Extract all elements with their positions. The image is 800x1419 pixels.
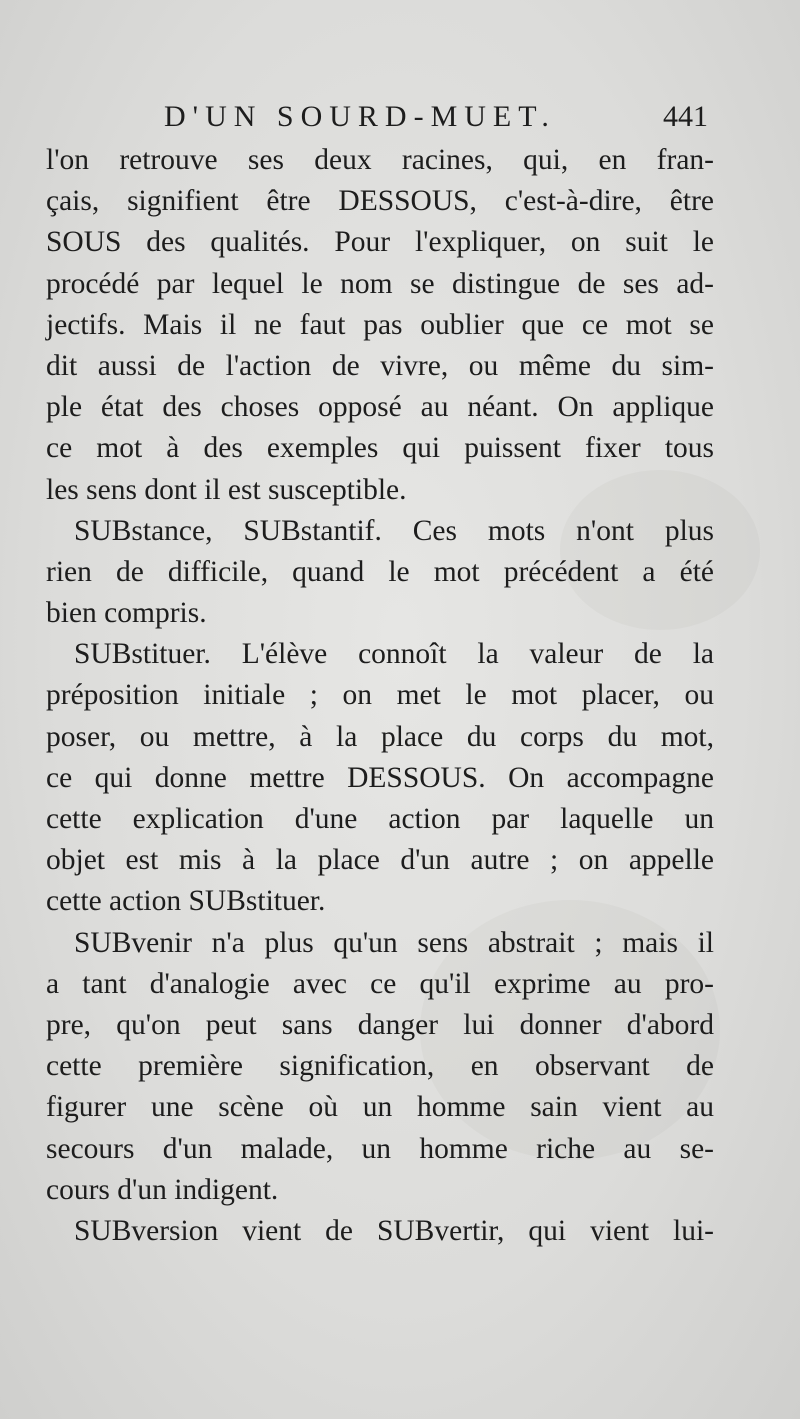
text-line: a tant d'analogie avec ce qu'il exprime au pro- xyxy=(46,967,714,1000)
page-number: 441 xyxy=(663,100,708,133)
text-line: pre, qu'on peut sans danger lui donner d'abord xyxy=(46,1008,714,1041)
text-line: ple état des choses opposé au néant. On applique xyxy=(46,391,714,424)
body-text xyxy=(46,140,714,1252)
text-line: dit aussi de l'action de vivre, ou même du sim- xyxy=(46,349,714,382)
text-line: figurer une scène où un homme sain vient au xyxy=(46,1091,714,1124)
text-line: cette explication d'une action par laquelle un xyxy=(46,803,714,835)
text-line: secours d'un malade, un homme riche au se- xyxy=(46,1132,714,1165)
text-line: cours d'un indigent. xyxy=(46,1173,279,1206)
text-line: les sens dont il est susceptible. xyxy=(46,473,407,506)
text-line: SUBstance, SUBstantif. Ces mots n'ont plus xyxy=(74,514,714,547)
text-line: SOUS des qualités. Pour l'expliquer, on suit le xyxy=(46,226,714,259)
text-line: çais, signifient être DESSOUS, c'est-à-dire, être xyxy=(46,185,714,218)
text-line: jectifs. Mais il ne faut pas oublier que ce mot se xyxy=(46,308,714,341)
text-line: SUBversion vient de SUBvertir, qui vient lui- xyxy=(74,1214,714,1247)
text-line: bien compris. xyxy=(46,597,207,630)
running-title: D'UN SOURD-MUET. xyxy=(164,100,556,133)
text-line: rien de difficile, quand le mot précédent a été xyxy=(46,555,714,588)
text-line: cette action SUBstituer. xyxy=(46,885,326,918)
text-line: SUBvenir n'a plus qu'un sens abstrait ; mais il xyxy=(74,926,714,959)
text-line: poser, ou mettre, à la place du corps du mot, xyxy=(46,720,714,753)
text-line: SUBstituer. L'élève connoît la valeur de la xyxy=(74,638,714,671)
text-line: procédé par lequel le nom se distingue de ses ad- xyxy=(46,267,714,300)
text-line: ce qui donne mettre DESSOUS. On accompagne xyxy=(46,761,714,794)
text-line: cette première signification, en observant de xyxy=(46,1050,714,1083)
text-line: préposition initiale ; on met le mot placer, ou xyxy=(46,679,714,712)
text-line: ce mot à des exemples qui puissent fixer tous xyxy=(46,432,714,465)
running-head xyxy=(46,100,712,140)
text-line: objet est mis à la place d'un autre ; on appelle xyxy=(46,844,714,877)
text-line: l'on retrouve ses deux racines, qui, en fran- xyxy=(46,144,714,176)
